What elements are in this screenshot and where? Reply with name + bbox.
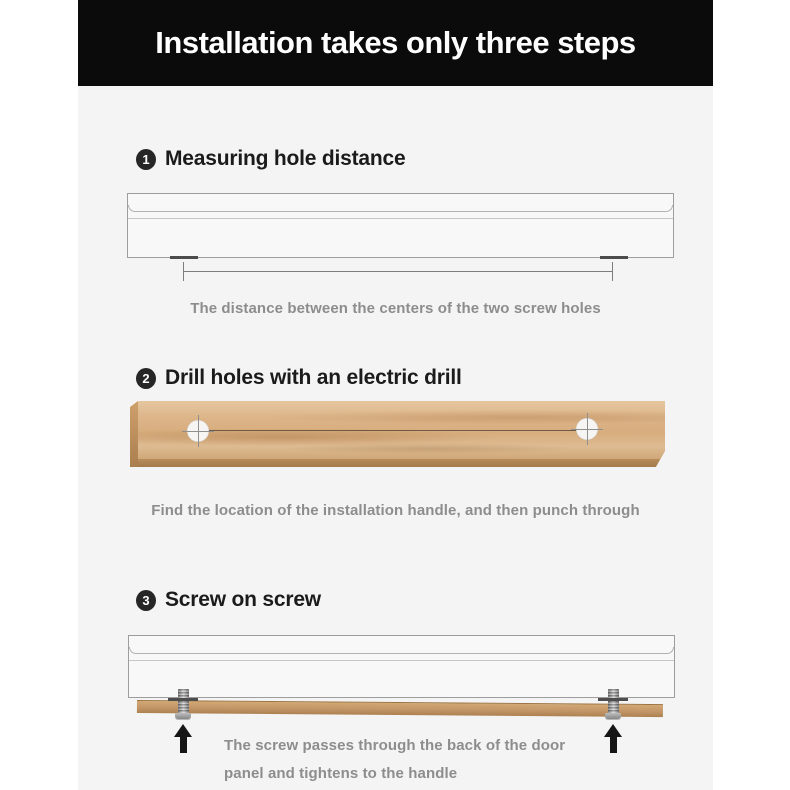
- screw-head: [175, 713, 191, 719]
- hole-distance-measurement-bracket: [183, 262, 613, 281]
- step-2-caption: Find the location of the installation handle, and then punch through: [151, 502, 640, 519]
- right-screw: [598, 689, 628, 725]
- arrow-head: [604, 724, 622, 737]
- right-up-arrow-icon: [604, 724, 622, 754]
- left-drill-hole: [187, 420, 209, 442]
- handle-inner-edge-line: [128, 218, 673, 219]
- screw-washer-flange: [168, 698, 198, 701]
- step-3-caption-line-1: The screw passes through the back of the door: [224, 737, 566, 754]
- title-banner: [78, 0, 713, 86]
- screw-thread-shaft: [608, 689, 619, 714]
- step-1-caption: The distance between the centers of the two screw holes: [190, 300, 601, 317]
- content-panel: [78, 0, 713, 790]
- step-2-heading: [136, 366, 462, 390]
- step-3-caption: [224, 732, 565, 788]
- measurement-line: [184, 271, 612, 272]
- step-3-heading: [136, 588, 321, 612]
- handle-top-edge-line: [128, 205, 673, 212]
- handle-inner-edge-line: [129, 660, 674, 661]
- handle-top-edge-line: [129, 647, 674, 654]
- step-1-number-badge: 1: [136, 149, 156, 170]
- arrow-stem: [610, 737, 617, 753]
- left-screw: [168, 689, 198, 725]
- wooden-board-diagram: [130, 401, 665, 467]
- step-1-heading: [136, 147, 405, 171]
- screw-thread-shaft: [178, 689, 189, 714]
- screw-washer-flange: [598, 698, 628, 701]
- handle-side-view-diagram: [128, 635, 675, 698]
- arrow-stem: [180, 737, 187, 753]
- drill-alignment-line: [198, 430, 587, 431]
- handle-front-view-diagram: [127, 193, 674, 258]
- right-screw-hole-mark: [600, 256, 628, 259]
- arrow-head: [174, 724, 192, 737]
- step-1-title: Measuring hole distance: [165, 147, 406, 170]
- step-2-title: Drill holes with an electric drill: [165, 366, 462, 389]
- right-drill-hole: [576, 418, 598, 440]
- step-3-number-badge: 3: [136, 590, 156, 611]
- left-screw-hole-mark: [170, 256, 198, 259]
- step-2-number-badge: 2: [136, 368, 156, 389]
- left-up-arrow-icon: [174, 724, 192, 754]
- door-panel-strip: [137, 700, 663, 717]
- step-3-title: Screw on screw: [165, 588, 321, 611]
- board-bottom-bevel: [138, 459, 665, 467]
- step-3-caption-line-2: panel and tightens to the handle: [224, 765, 458, 782]
- screw-head: [605, 713, 621, 719]
- page-title: Installation takes only three steps: [155, 25, 636, 60]
